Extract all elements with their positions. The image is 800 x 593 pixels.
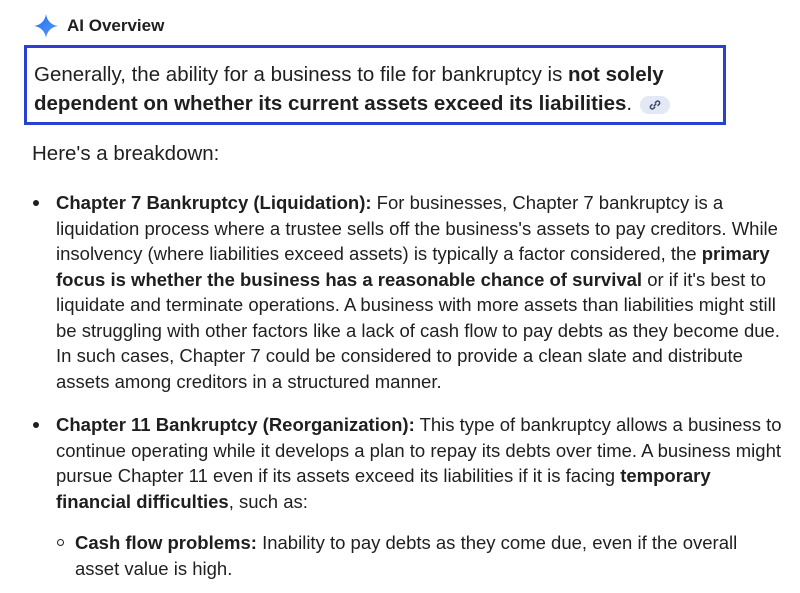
summary-period: . [626,92,633,115]
summary-text: Generally, the ability for a business to file for bankruptcy is [34,63,569,86]
item-text: This type of bankruptcy allows a business to continue operating while it develops a plan to repay its debts over time. A business might pursue Chapter 11 even if its assets exceed its liabilities if it is facing [56,414,782,486]
item-title: Chapter 11 Bankruptcy (Reorganization): [56,414,415,435]
sub-item-text: Inability to pay debts as they come due, even if the overall asset value is high. [75,532,738,579]
item-bold-text: primary focus is whether the business has a reasonable chance of survival [56,243,770,290]
item-text-continued: , such as: [228,490,308,512]
list-item-chapter-7 [32,190,784,394]
sub-list [56,530,784,581]
link-icon [649,99,661,111]
item-text-continued: or if it's best to liquidate and terminate operations. A business with more assets than liabilities might still be struggling with other factors like a lack of cash flow to pay debts as they become due. In such cases, Chapter 7 could be considered to provide a clean slate and distribute assets among creditors in a structured manner. [56,268,780,392]
sub-item-title: Cash flow problems: [75,532,257,553]
sub-item-cash-flow [56,530,784,581]
sparkle-icon [33,13,59,39]
ai-overview-title: AI Overview [67,16,165,35]
source-link-button[interactable] [640,96,670,114]
item-text: For businesses, Chapter 7 bankruptcy is a liquidation process where a trustee sells off the business's assets to pay creditors. While insolvency (where liabilities exceed assets) is typically a factor considered, the [56,192,778,264]
bullet-icon [33,200,39,206]
ai-overview-header [33,11,164,41]
bullet-icon [33,422,39,428]
breakdown-list [32,190,784,581]
breakdown-intro: Here's a breakdown: [32,142,220,165]
list-item-chapter-11 [32,412,784,581]
circle-bullet-icon [57,539,64,546]
summary-highlight [24,45,726,125]
item-title: Chapter 7 Bankruptcy (Liquidation): [56,192,372,213]
item-bold-text: temporary financial difficulties [56,465,711,512]
summary-bold-text: not solely dependent on whether its current assets exceed its liabilities [34,63,664,115]
